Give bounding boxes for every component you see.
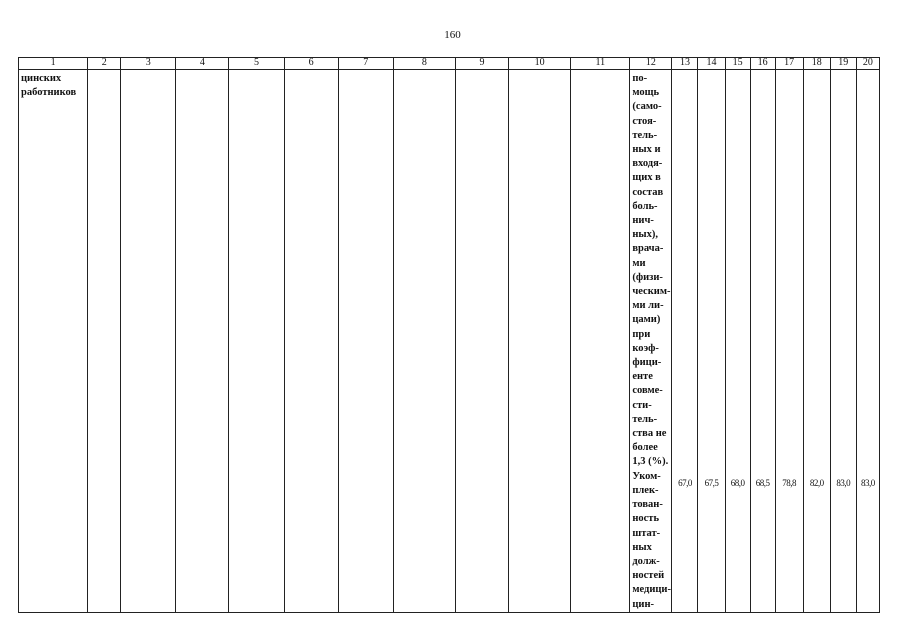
col-header: 12 <box>630 58 672 70</box>
text-line: штат- <box>632 527 661 539</box>
col-header: 10 <box>509 58 571 70</box>
text-line: тован- <box>632 499 663 511</box>
text-line: входя- <box>632 158 663 170</box>
col-header: 1 <box>19 58 88 70</box>
empty-cell <box>509 70 571 613</box>
col-header: 6 <box>284 58 338 70</box>
text-line: ностей <box>632 570 665 582</box>
text-line: медици- <box>632 584 671 596</box>
text-line: сти- <box>632 399 652 411</box>
data-table <box>18 57 880 610</box>
col-header: 15 <box>725 58 750 70</box>
text-line: работников <box>21 87 77 99</box>
value-cell <box>856 70 879 613</box>
table-row <box>19 70 880 613</box>
value-cell <box>725 70 750 613</box>
text-line: состав <box>632 186 664 198</box>
value: 67,0 <box>678 478 692 488</box>
text-line: (само- <box>632 101 662 113</box>
text-line: по- <box>632 73 648 84</box>
cell-indicator-text <box>630 70 672 613</box>
col-header: 5 <box>229 58 284 70</box>
text-line: мощь <box>632 87 660 99</box>
text-line: стоя- <box>632 115 657 127</box>
text-line: плек- <box>632 484 659 496</box>
col-header: 14 <box>698 58 725 70</box>
col-header: 9 <box>455 58 508 70</box>
text-line: (физи- <box>632 271 663 283</box>
text-line: щих в <box>632 172 661 184</box>
empty-cell <box>176 70 229 613</box>
text-line: ность <box>632 513 660 525</box>
text-line: ми <box>632 257 646 269</box>
value: 83,0 <box>861 478 875 488</box>
empty-cell <box>284 70 338 613</box>
text-line: тель- <box>632 129 658 141</box>
text-line: цин- <box>632 598 654 610</box>
col-header: 20 <box>856 58 879 70</box>
empty-cell <box>455 70 508 613</box>
value-cell <box>750 70 775 613</box>
value: 78,8 <box>782 478 797 488</box>
text-line: коэф- <box>632 342 659 354</box>
cell-indicator-continuation <box>19 70 88 613</box>
text-line: Уком- <box>632 470 661 482</box>
value-cell <box>672 70 698 613</box>
value: 68,0 <box>730 478 745 488</box>
page-number: 160 <box>444 29 461 41</box>
value-cell <box>830 70 856 613</box>
col-header: 16 <box>750 58 775 70</box>
text-line: боль- <box>632 200 658 212</box>
col-header: 8 <box>393 58 455 70</box>
value-cell <box>698 70 725 613</box>
text-line: долж- <box>632 555 660 567</box>
text-line: совме- <box>632 385 663 397</box>
value: 68,5 <box>755 478 770 488</box>
text-line: нич- <box>632 215 654 227</box>
column-number-row <box>19 58 880 70</box>
value-cell <box>803 70 830 613</box>
col-header: 17 <box>775 58 803 70</box>
value-cell <box>775 70 803 613</box>
empty-cell <box>571 70 630 613</box>
text-line: цами) <box>632 314 661 326</box>
col-header: 2 <box>88 58 121 70</box>
text-line: ми ли- <box>632 300 664 312</box>
text-line: 1,3 (%). <box>632 456 669 468</box>
empty-cell <box>121 70 176 613</box>
text-line: ства не <box>632 428 667 440</box>
text-line: ных и <box>632 144 661 156</box>
text-line: более <box>632 442 658 454</box>
col-header: 3 <box>121 58 176 70</box>
text-line: ных), <box>632 229 658 241</box>
empty-cell <box>88 70 121 613</box>
col-header: 4 <box>176 58 229 70</box>
value: 67,5 <box>704 478 719 488</box>
text-line: врача- <box>632 243 664 255</box>
empty-cell <box>393 70 455 613</box>
text-line: цинских <box>21 73 62 84</box>
value: 82,0 <box>809 478 824 488</box>
empty-cell <box>229 70 284 613</box>
col-header: 19 <box>830 58 856 70</box>
value: 83,0 <box>836 478 851 488</box>
empty-cell <box>338 70 393 613</box>
text-line: енте <box>632 371 653 383</box>
col-header: 18 <box>803 58 830 70</box>
col-header: 7 <box>338 58 393 70</box>
text-line: тель- <box>632 413 658 425</box>
col-header: 11 <box>571 58 630 70</box>
text-line: при <box>632 328 651 340</box>
text-line: ных <box>632 541 652 553</box>
text-line: фици- <box>632 357 662 369</box>
col-header: 13 <box>672 58 698 70</box>
text-line: ческим- <box>632 286 671 298</box>
